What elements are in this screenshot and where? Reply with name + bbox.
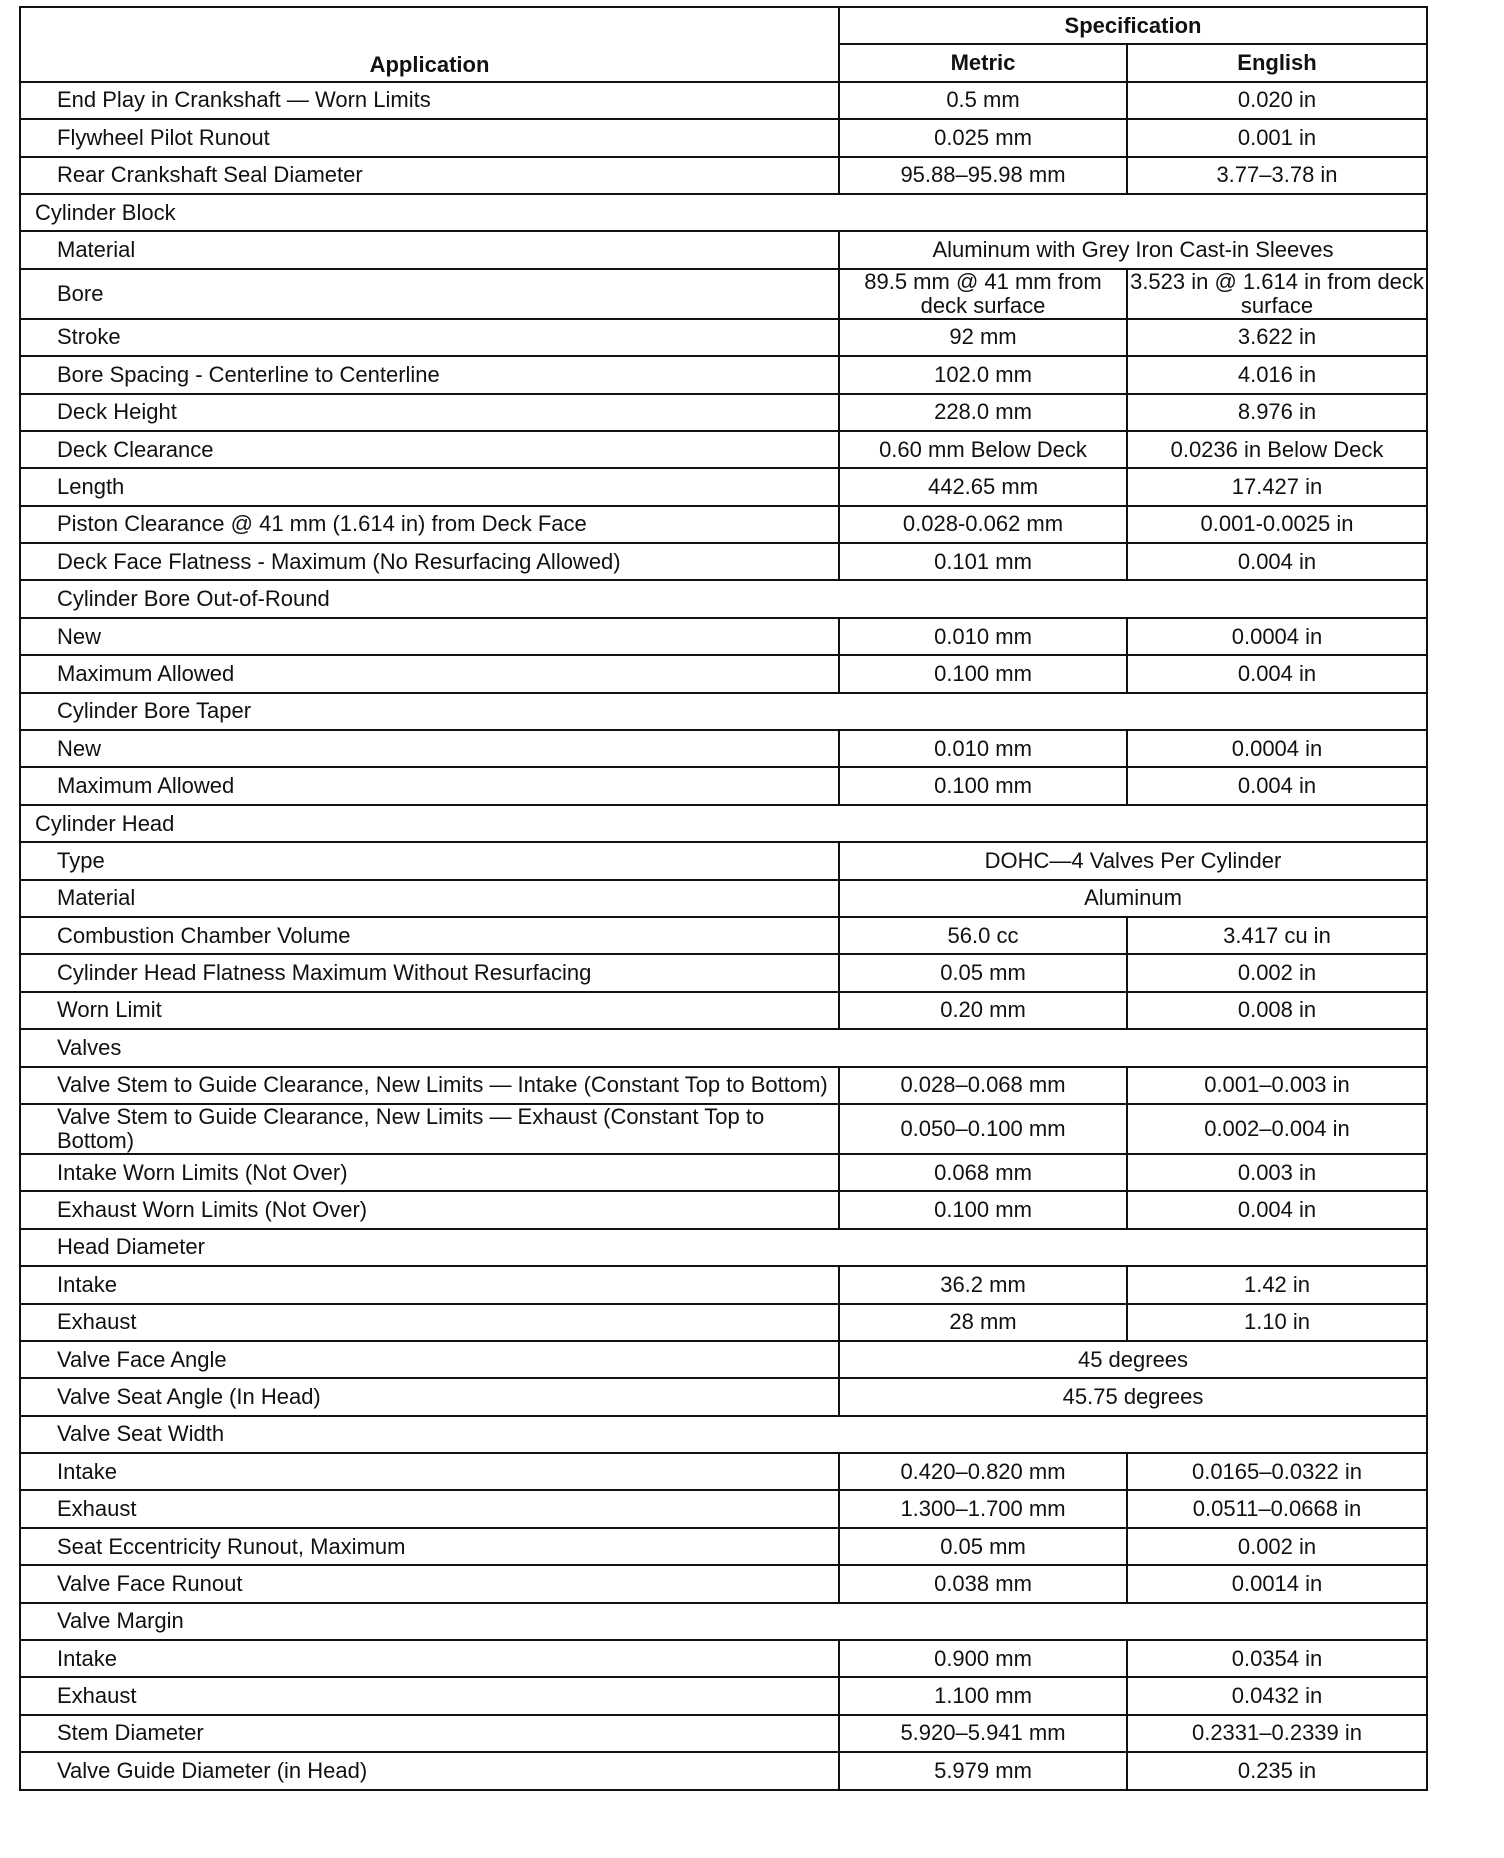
application-cell: Deck Face Flatness - Maximum (No Resurfacing Allowed) — [20, 543, 839, 580]
specification-header: Specification — [839, 7, 1427, 44]
table-row — [20, 82, 1427, 119]
group-row — [20, 1416, 1427, 1453]
english-cell: 0.0004 in — [1127, 730, 1427, 767]
english-cell: 0.008 in — [1127, 992, 1427, 1029]
table-row — [20, 1453, 1427, 1490]
metric-cell: 0.05 mm — [839, 954, 1127, 991]
english-cell: 0.002–0.004 in — [1127, 1104, 1427, 1154]
english-cell: 0.002 in — [1127, 954, 1427, 991]
specification-cell: 45.75 degrees — [839, 1378, 1427, 1415]
english-cell: 0.0004 in — [1127, 618, 1427, 655]
application-cell: Piston Clearance @ 41 mm (1.614 in) from Deck Face — [20, 506, 839, 543]
application-cell: Valve Face Runout — [20, 1565, 839, 1602]
application-cell: Maximum Allowed — [20, 655, 839, 692]
application-cell: Intake — [20, 1453, 839, 1490]
metric-cell: 442.65 mm — [839, 468, 1127, 505]
table-row — [20, 231, 1427, 268]
table-row — [20, 1341, 1427, 1378]
english-cell: 0.004 in — [1127, 1191, 1427, 1228]
group-label: Head Diameter — [20, 1229, 1427, 1266]
specification-cell: Aluminum — [839, 880, 1427, 917]
table-row — [20, 655, 1427, 692]
table-row — [20, 992, 1427, 1029]
metric-cell: 228.0 mm — [839, 394, 1127, 431]
table-row — [20, 394, 1427, 431]
english-cell: 4.016 in — [1127, 356, 1427, 393]
table-row — [20, 1677, 1427, 1714]
table-row — [20, 356, 1427, 393]
application-cell: Material — [20, 880, 839, 917]
application-cell: Maximum Allowed — [20, 767, 839, 804]
section-label: Cylinder Block — [20, 194, 1427, 231]
metric-cell: 0.5 mm — [839, 82, 1127, 119]
table-row — [20, 1304, 1427, 1341]
application-cell: End Play in Crankshaft — Worn Limits — [20, 82, 839, 119]
english-cell: 0.2331–0.2339 in — [1127, 1715, 1427, 1752]
application-cell: Exhaust Worn Limits (Not Over) — [20, 1191, 839, 1228]
application-cell: Valve Stem to Guide Clearance, New Limits — Exhaust (Constant Top to Bottom) — [20, 1104, 839, 1154]
english-cell: 0.0236 in Below Deck — [1127, 431, 1427, 468]
group-row — [20, 693, 1427, 730]
metric-cell: 0.068 mm — [839, 1154, 1127, 1191]
metric-cell: 0.05 mm — [839, 1528, 1127, 1565]
specification-table — [19, 6, 1428, 1791]
group-row — [20, 1603, 1427, 1640]
metric-cell: 56.0 cc — [839, 917, 1127, 954]
table-row — [20, 1378, 1427, 1415]
application-cell: Deck Clearance — [20, 431, 839, 468]
group-label: Valve Seat Width — [20, 1416, 1427, 1453]
table-row — [20, 269, 1427, 319]
english-cell: 1.10 in — [1127, 1304, 1427, 1341]
table-row — [20, 1154, 1427, 1191]
application-cell: Bore Spacing - Centerline to Centerline — [20, 356, 839, 393]
table-row — [20, 1715, 1427, 1752]
english-cell: 1.42 in — [1127, 1266, 1427, 1303]
header-row — [20, 7, 1427, 44]
english-header: English — [1127, 44, 1427, 81]
english-cell: 0.020 in — [1127, 82, 1427, 119]
application-cell: Valve Guide Diameter (in Head) — [20, 1752, 839, 1789]
application-cell: Material — [20, 231, 839, 268]
specification-cell: 45 degrees — [839, 1341, 1427, 1378]
table-row — [20, 1490, 1427, 1527]
metric-cell: 0.025 mm — [839, 119, 1127, 156]
group-label: Cylinder Bore Taper — [20, 693, 1427, 730]
application-cell: Valve Stem to Guide Clearance, New Limits — Intake (Constant Top to Bottom) — [20, 1067, 839, 1104]
application-header: Application — [20, 7, 839, 82]
application-cell: Flywheel Pilot Runout — [20, 119, 839, 156]
application-cell: Valve Face Angle — [20, 1341, 839, 1378]
table-row — [20, 1752, 1427, 1789]
metric-cell: 0.101 mm — [839, 543, 1127, 580]
group-row — [20, 1029, 1427, 1066]
application-cell: Exhaust — [20, 1490, 839, 1527]
metric-cell: 0.028–0.068 mm — [839, 1067, 1127, 1104]
table-row — [20, 842, 1427, 879]
english-cell: 0.0432 in — [1127, 1677, 1427, 1714]
metric-cell: 0.100 mm — [839, 767, 1127, 804]
english-cell: 0.002 in — [1127, 1528, 1427, 1565]
metric-cell: 0.100 mm — [839, 655, 1127, 692]
english-cell: 0.0014 in — [1127, 1565, 1427, 1602]
english-cell: 0.001-0.0025 in — [1127, 506, 1427, 543]
metric-cell: 0.010 mm — [839, 618, 1127, 655]
english-cell: 0.004 in — [1127, 767, 1427, 804]
table-row — [20, 1528, 1427, 1565]
english-cell: 0.001 in — [1127, 119, 1427, 156]
application-cell: Rear Crankshaft Seal Diameter — [20, 157, 839, 194]
table-row — [20, 730, 1427, 767]
english-cell: 0.004 in — [1127, 655, 1427, 692]
group-label: Valve Margin — [20, 1603, 1427, 1640]
table-row — [20, 618, 1427, 655]
application-cell: Seat Eccentricity Runout, Maximum — [20, 1528, 839, 1565]
application-cell: New — [20, 730, 839, 767]
table-row — [20, 468, 1427, 505]
metric-cell: 0.038 mm — [839, 1565, 1127, 1602]
english-cell: 0.003 in — [1127, 1154, 1427, 1191]
table-row — [20, 506, 1427, 543]
table-row — [20, 1067, 1427, 1104]
table-row — [20, 917, 1427, 954]
metric-cell: 0.60 mm Below Deck — [839, 431, 1127, 468]
metric-cell: 0.028-0.062 mm — [839, 506, 1127, 543]
english-cell: 0.0511–0.0668 in — [1127, 1490, 1427, 1527]
group-row — [20, 1229, 1427, 1266]
metric-cell: 102.0 mm — [839, 356, 1127, 393]
metric-cell: 0.100 mm — [839, 1191, 1127, 1228]
table-row — [20, 1266, 1427, 1303]
table-row — [20, 157, 1427, 194]
application-cell: Length — [20, 468, 839, 505]
application-cell: Cylinder Head Flatness Maximum Without Resurfacing — [20, 954, 839, 991]
metric-cell: 0.010 mm — [839, 730, 1127, 767]
table-row — [20, 880, 1427, 917]
table-row — [20, 319, 1427, 356]
metric-cell: 0.050–0.100 mm — [839, 1104, 1127, 1154]
specification-cell: Aluminum with Grey Iron Cast-in Sleeves — [839, 231, 1427, 268]
english-cell: 8.976 in — [1127, 394, 1427, 431]
table-row — [20, 119, 1427, 156]
english-cell: 3.523 in @ 1.614 in from deck surface — [1127, 269, 1427, 319]
application-cell: Combustion Chamber Volume — [20, 917, 839, 954]
application-cell: Intake — [20, 1640, 839, 1677]
application-cell: Valve Seat Angle (In Head) — [20, 1378, 839, 1415]
metric-cell: 1.100 mm — [839, 1677, 1127, 1714]
application-cell: Stroke — [20, 319, 839, 356]
english-cell: 0.0354 in — [1127, 1640, 1427, 1677]
metric-cell: 0.900 mm — [839, 1640, 1127, 1677]
application-cell: Stem Diameter — [20, 1715, 839, 1752]
metric-cell: 0.20 mm — [839, 992, 1127, 1029]
english-cell: 0.235 in — [1127, 1752, 1427, 1789]
metric-cell: 28 mm — [839, 1304, 1127, 1341]
table-row — [20, 767, 1427, 804]
metric-cell: 5.979 mm — [839, 1752, 1127, 1789]
application-cell: Deck Height — [20, 394, 839, 431]
group-label: Valves — [20, 1029, 1427, 1066]
english-cell: 3.622 in — [1127, 319, 1427, 356]
application-cell: Intake Worn Limits (Not Over) — [20, 1154, 839, 1191]
table-row — [20, 1104, 1427, 1154]
metric-cell: 36.2 mm — [839, 1266, 1127, 1303]
group-row — [20, 580, 1427, 617]
metric-cell: 89.5 mm @ 41 mm from deck surface — [839, 269, 1127, 319]
english-cell: 3.417 cu in — [1127, 917, 1427, 954]
application-cell: Intake — [20, 1266, 839, 1303]
specification-cell: DOHC—4 Valves Per Cylinder — [839, 842, 1427, 879]
application-cell: Type — [20, 842, 839, 879]
table-row — [20, 1640, 1427, 1677]
application-cell: New — [20, 618, 839, 655]
section-row — [20, 805, 1427, 842]
metric-cell: 92 mm — [839, 319, 1127, 356]
metric-cell: 95.88–95.98 mm — [839, 157, 1127, 194]
table-row — [20, 543, 1427, 580]
application-cell: Exhaust — [20, 1304, 839, 1341]
application-cell: Exhaust — [20, 1677, 839, 1714]
english-cell: 0.001–0.003 in — [1127, 1067, 1427, 1104]
table-row — [20, 1191, 1427, 1228]
section-row — [20, 194, 1427, 231]
english-cell: 0.0165–0.0322 in — [1127, 1453, 1427, 1490]
table-row — [20, 431, 1427, 468]
metric-cell: 1.300–1.700 mm — [839, 1490, 1127, 1527]
metric-cell: 5.920–5.941 mm — [839, 1715, 1127, 1752]
metric-header: Metric — [839, 44, 1127, 81]
english-cell: 17.427 in — [1127, 468, 1427, 505]
group-label: Cylinder Bore Out-of-Round — [20, 580, 1427, 617]
application-cell: Bore — [20, 269, 839, 319]
section-label: Cylinder Head — [20, 805, 1427, 842]
table-row — [20, 1565, 1427, 1602]
english-cell: 3.77–3.78 in — [1127, 157, 1427, 194]
table-row — [20, 954, 1427, 991]
english-cell: 0.004 in — [1127, 543, 1427, 580]
metric-cell: 0.420–0.820 mm — [839, 1453, 1127, 1490]
application-cell: Worn Limit — [20, 992, 839, 1029]
